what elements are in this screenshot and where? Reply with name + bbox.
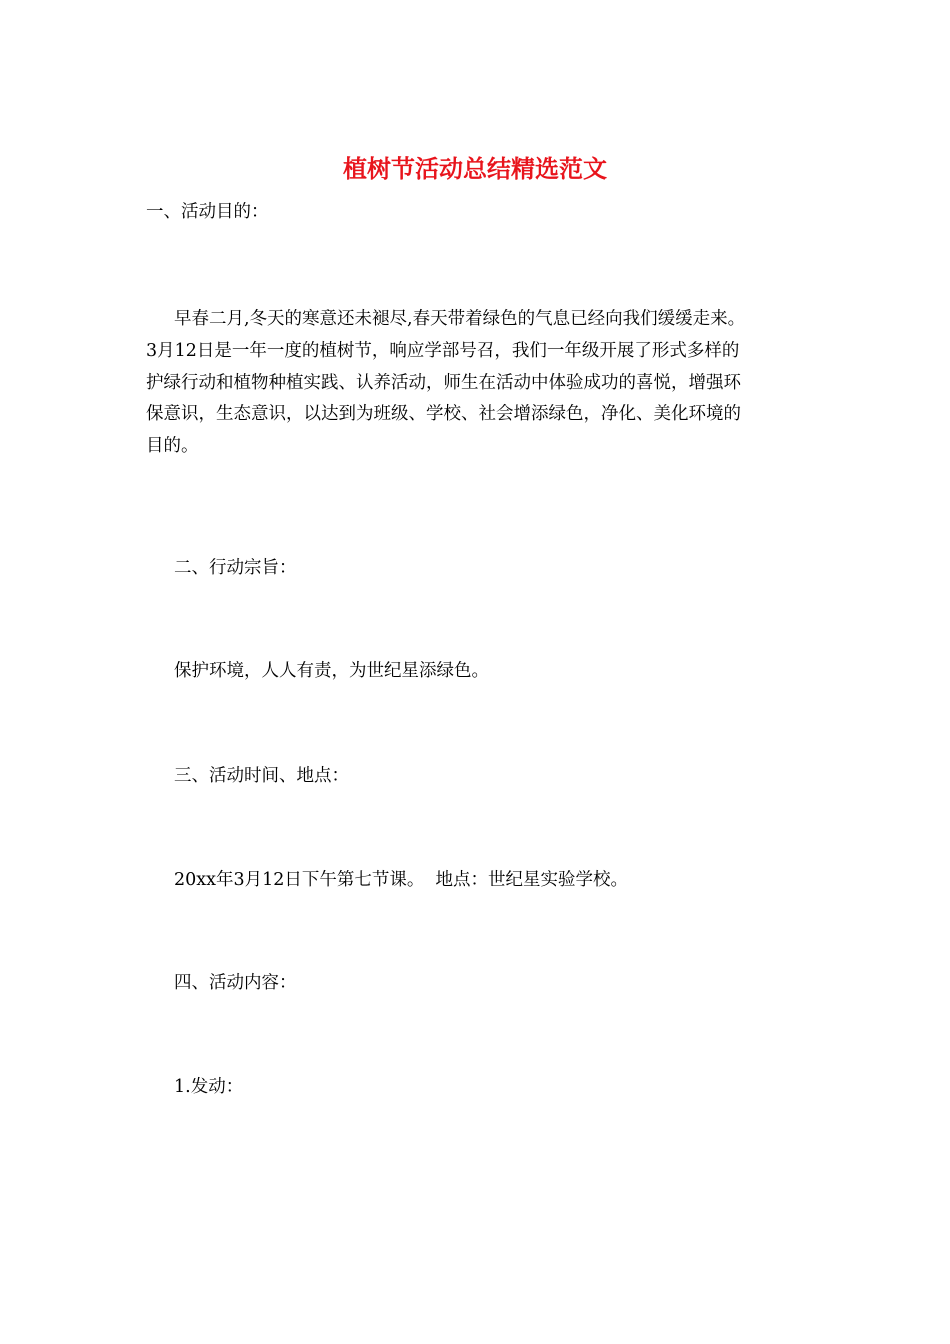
document-title: 植树节活动总结精选范文: [343, 154, 607, 183]
paragraph-line: 保意识，生态意识，以达到为班级、学校、社会增添绿色，净化、美化环境的: [146, 404, 741, 425]
paragraph-line: 目的。: [146, 436, 199, 457]
section4-heading: 四、活动内容：: [174, 973, 297, 993]
paragraph-line: 早春二月,冬天的寒意还未褪尽,春天带着绿色的气息已经向我们缓缓走来。: [174, 309, 746, 329]
section2-text: 保护环境，人人有责，为世纪星添绿色。: [174, 661, 489, 681]
section1-paragraph: [146, 304, 802, 463]
section1-heading: 一、活动目的：: [146, 202, 269, 222]
section3-heading: 三、活动时间、地点：: [174, 766, 349, 786]
section4-item-1: 1.发动：: [174, 1077, 244, 1097]
paragraph-line: 护绿行动和植物种植实践、认养活动，师生在活动中体验成功的喜悦，增强环: [146, 372, 741, 393]
paragraph-line: 3月12日是一年一度的植树节，响应学部号召，我们一年级开展了形式多样的: [146, 340, 740, 361]
section3-text: 20xx年3月12日下午第七节课。 地点：世纪星实验学校。: [174, 870, 629, 890]
section2-heading: 二、行动宗旨：: [174, 558, 297, 578]
